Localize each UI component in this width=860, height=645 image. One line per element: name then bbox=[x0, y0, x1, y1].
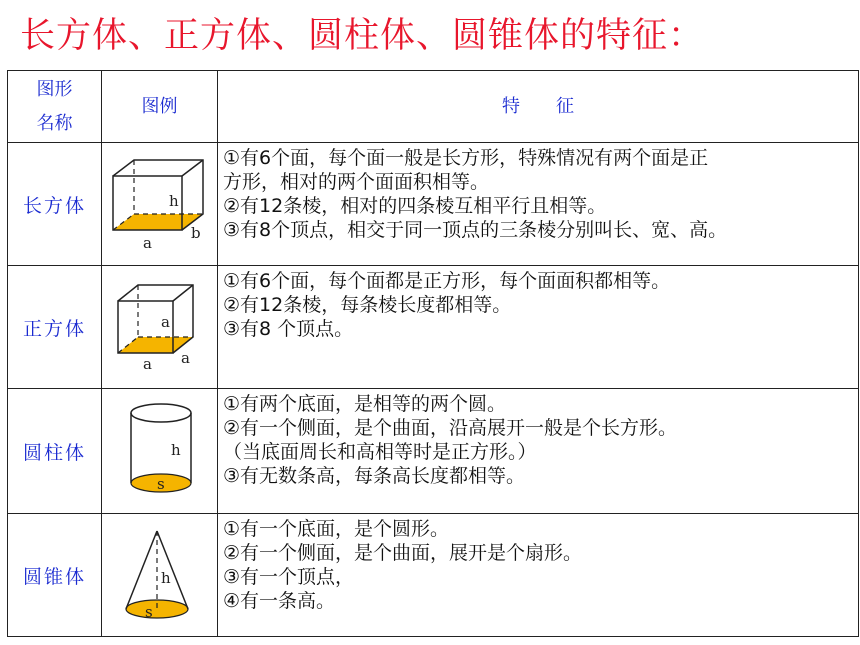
cylinder-label-s: s bbox=[156, 475, 165, 493]
feature-line: ②有12条棱，相对的四条棱互相平行且相等。 bbox=[223, 195, 607, 217]
header-shape-name-line2: 名称 bbox=[36, 112, 73, 134]
cuboid-diagram bbox=[105, 154, 215, 254]
table-row bbox=[8, 266, 859, 389]
cube-features bbox=[218, 266, 859, 389]
feature-line: ②有一个侧面，是个曲面，沿高展开一般是个长方形。 bbox=[223, 417, 678, 439]
cone-features bbox=[218, 514, 859, 637]
feature-line: ①有6个面，每个面一般是长方形，特殊情况有两个面是正 bbox=[223, 147, 709, 169]
table-row bbox=[8, 143, 859, 266]
shape-name-cylinder: 圆柱体 bbox=[8, 389, 102, 514]
cylinder-figure bbox=[102, 389, 218, 514]
feature-line: ③有一个顶点， bbox=[223, 566, 355, 588]
page-title: 长方体、正方体、圆柱体、圆锥体的特征： bbox=[20, 16, 705, 56]
cube-label-height: a bbox=[160, 313, 170, 331]
cone-figure bbox=[102, 514, 218, 637]
shape-name-cone: 圆锥体 bbox=[8, 514, 102, 637]
header-shape-name bbox=[8, 71, 102, 143]
table-header-row bbox=[8, 71, 859, 143]
header-shape-name-line1: 图形 bbox=[36, 78, 73, 100]
cuboid-figure bbox=[102, 143, 218, 266]
cylinder-label-h: h bbox=[170, 441, 181, 459]
feature-line: ①有两个底面，是相等的两个圆。 bbox=[223, 393, 507, 415]
feature-line: ③有8 个顶点。 bbox=[223, 318, 354, 340]
feature-line: ②有一个侧面，是个曲面，展开是个扇形。 bbox=[223, 542, 583, 564]
table-row bbox=[8, 514, 859, 637]
feature-line: ②有12条棱，每条棱长度都相等。 bbox=[223, 294, 512, 316]
cuboid-label-h: h bbox=[168, 192, 179, 210]
feature-line: ③有无数条高，每条高长度都相等。 bbox=[223, 465, 526, 487]
header-features: 特 征 bbox=[218, 71, 859, 143]
cuboid-label-b: b bbox=[190, 224, 201, 242]
cone-label-h: h bbox=[160, 569, 171, 587]
cylinder-diagram bbox=[105, 399, 215, 503]
feature-line: ④有一条高。 bbox=[223, 590, 336, 612]
feature-line: ③有8个顶点，相交于同一顶点的三条棱分别叫长、宽、高。 bbox=[223, 219, 728, 241]
cube-label-width: a bbox=[180, 349, 190, 367]
feature-line: （当底面周长和高相等时是正方形。） bbox=[223, 441, 537, 463]
cuboid-features bbox=[218, 143, 859, 266]
cube-label-length: a bbox=[142, 355, 152, 373]
header-figure: 图例 bbox=[102, 71, 218, 143]
shape-name-cuboid: 长方体 bbox=[8, 143, 102, 266]
cone-label-s: s bbox=[144, 603, 153, 621]
cuboid-label-a: a bbox=[142, 234, 152, 252]
shape-name-cube: 正方体 bbox=[8, 266, 102, 389]
cylinder-features bbox=[218, 389, 859, 514]
cube-diagram bbox=[105, 277, 215, 377]
feature-line: 方形，相对的两个面面积相等。 bbox=[223, 171, 490, 193]
features-table bbox=[7, 70, 859, 637]
cone-diagram bbox=[105, 523, 215, 627]
feature-line: ①有6个面，每个面都是正方形，每个面面积都相等。 bbox=[223, 270, 671, 292]
cube-figure bbox=[102, 266, 218, 389]
table-row bbox=[8, 389, 859, 514]
feature-line: ①有一个底面，是个圆形。 bbox=[223, 518, 450, 540]
